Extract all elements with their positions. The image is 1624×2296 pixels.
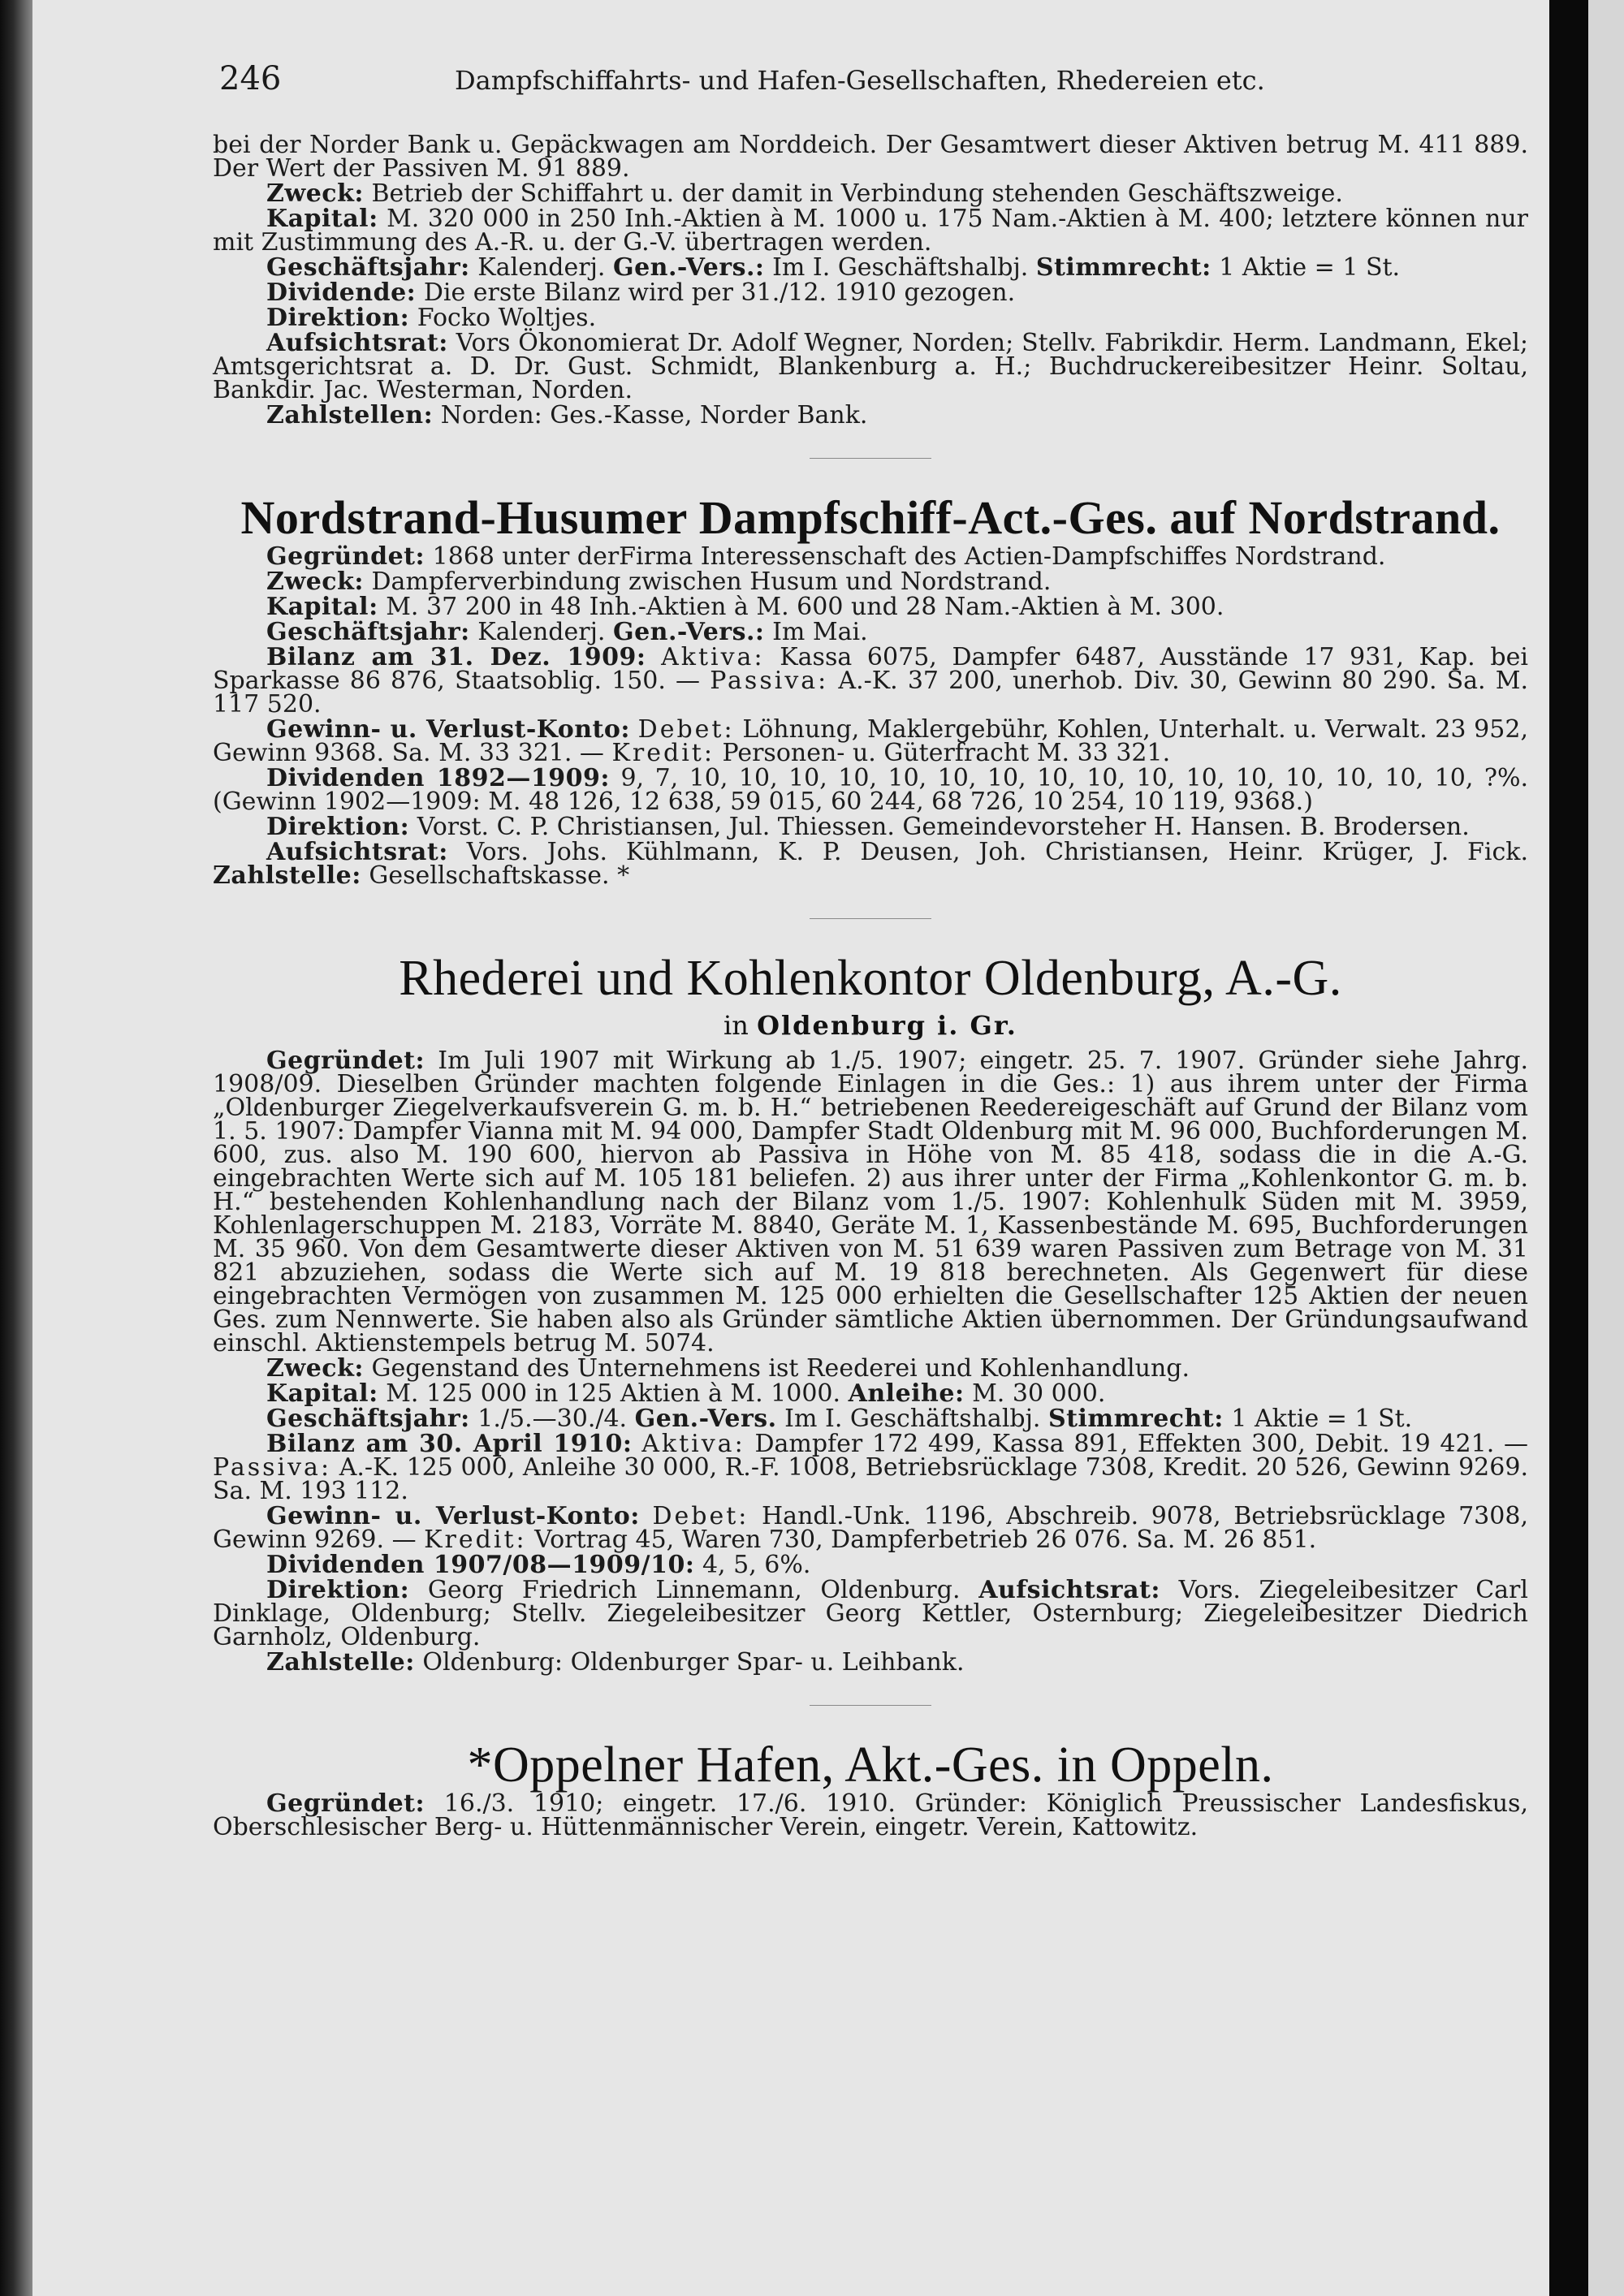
zweck-label: Zweck: [266, 1354, 364, 1383]
gewinn-verlust-paragraph [213, 715, 1528, 767]
gen-vers-label: Gen.-Vers.: [612, 618, 765, 646]
gegruendet-paragraph [213, 542, 1528, 571]
stimmrecht-label: Stimmrecht: [1035, 253, 1212, 282]
bilanz-label: Bilanz am 30. April 1910: [266, 1430, 633, 1458]
kapital-paragraph [213, 595, 1528, 619]
location-prefix: in [723, 1010, 749, 1041]
direktion-label: Direktion: [266, 304, 410, 332]
guv-kredit-text: Personen- u. Güterfracht M. 33 321. [722, 739, 1171, 767]
gewinn-verlust-label: Gewinn- u. Verlust-Konto: [266, 1502, 640, 1530]
adjacent-page-edge [1588, 0, 1624, 2296]
kredit-label: Kredit: [611, 739, 715, 767]
location-name: Oldenburg i. Gr. [757, 1010, 1017, 1041]
dividende-text: Die erste Bilanz wird per 31./12. 1910 gezogen. [423, 278, 1016, 307]
kapital-paragraph [213, 205, 1529, 257]
gegruendet-text: 1868 unter derFirma Interessenschaft des Actien-Dampfschiffes Nordstrand. [432, 542, 1386, 571]
bilanz-aktiva-text: Dampfer 172 499, Kassa 891, Effekten 300, Debit. 19 421. — [754, 1430, 1528, 1458]
page-header [219, 60, 1324, 109]
direktion-text: Vorst. C. P. Christiansen, Jul. Thiessen. Gemeindevorsteher H. Hansen. B. Brodersen. [417, 813, 1470, 841]
kredit-label: Kredit: [424, 1526, 527, 1554]
zahlstellen-text: Norden: Ges.-Kasse, Norder Bank. [440, 401, 868, 429]
gegruendet-paragraph [213, 1049, 1528, 1355]
bilanz-paragraph [213, 1432, 1528, 1503]
stimmrecht-text: 1 Aktie = 1 St. [1219, 253, 1401, 282]
aufsichtsrat-label: Aufsichtsrat: [266, 329, 448, 357]
bilanz-aktiva-text: Kassa 6075, Dampfer 6487, Ausstände 17 931, Kap. bei Sparkasse 86 876, Staatsoblig. 150. — [213, 643, 1528, 695]
zweck-text: Gegenstand des Unternehmens ist Reederei und Kohlenhandlung. [371, 1354, 1190, 1383]
dividende-paragraph [213, 278, 1528, 307]
entry-oppeln [213, 1738, 1528, 1839]
geschaeftsjahr-label: Geschäftsjahr: [266, 1405, 470, 1433]
geschaeftsjahr-label: Geschäftsjahr: [266, 253, 470, 282]
continued-text: bei der Norder Bank u. Gepäckwagen am Norddeich. Der Gesamtwert dieser Aktiven betrug M. 411 889. Der Wert der Passiven M. 91 889. [213, 131, 1528, 183]
bilanz-paragraph [213, 643, 1528, 719]
direktion-paragraph [213, 1578, 1528, 1649]
geschaeftsjahr-label: Geschäftsjahr: [266, 618, 470, 646]
zahlstelle-text: Gesellschaftskasse. * [369, 861, 630, 890]
direktion-paragraph [213, 306, 1528, 330]
passiva-label: Passiva: [710, 667, 829, 695]
entry-oldenburg [213, 951, 1528, 1677]
kapital-paragraph [213, 1379, 1528, 1408]
aktiva-label: Aktiva: [661, 643, 765, 671]
company-heading: Rhederei und Kohlenkontor Oldenburg, A.-G. [399, 951, 1342, 1006]
direktion-paragraph [213, 815, 1528, 839]
section-divider [810, 1705, 931, 1706]
page-number: 246 [219, 60, 282, 97]
anleihe-text: M. 30 000. [972, 1379, 1106, 1408]
zweck-paragraph [213, 568, 1528, 596]
gegruendet-label: Gegründet: [266, 542, 425, 571]
kapital-text: M. 320 000 in 250 Inh.-Aktien à M. 1000 u. 175 Nam.-Aktien à M. 400; letztere können nur mit Zustimmung des A.-R. u. der G.-V. übertragen werden. [213, 205, 1529, 257]
gen-vers-label: Gen.-Vers. [634, 1405, 777, 1433]
aktiva-label: Aktiva: [641, 1430, 745, 1458]
entry-nordstrand [213, 491, 1528, 890]
zweck-label: Zweck: [266, 568, 364, 596]
zahlstelle-paragraph [213, 1648, 1528, 1677]
dividenden-paragraph [213, 1553, 1528, 1577]
stimmrecht-text: 1 Aktie = 1 St. [1231, 1405, 1413, 1433]
gegruendet-text: 16./3. 1910; eingetr. 17./6. 1910. Gründer: Königlich Preussischer Landesfiskus, Oberschlesischer Berg- u. Hüttenmännischer Verein, eingetr. Verein, Kattowitz. [213, 1789, 1528, 1841]
dividenden-text: 4, 5, 6%. [702, 1551, 811, 1579]
aufsichtsrat-paragraph [213, 838, 1528, 890]
gen-vers-label: Gen.-Vers.: [612, 253, 765, 282]
zweck-text: Betrieb der Schiffahrt u. der damit in Verbindung stehenden Geschäftszweige. [371, 179, 1343, 208]
direktion-text: Focko Woltjes. [417, 304, 597, 332]
zweck-text: Dampferverbindung zwischen Husum und Nordstrand. [371, 568, 1052, 596]
direktion-label: Direktion: [266, 1576, 410, 1604]
passiva-label: Passiva: [213, 1453, 332, 1482]
dividende-label: Dividende: [266, 278, 417, 307]
section-divider [810, 918, 931, 919]
kapital-text: M. 125 000 in 125 Aktien à M. 1000. [386, 1379, 841, 1408]
book-spine-shadow [0, 0, 32, 2296]
gen-vers-text: Im Mai. [772, 618, 868, 646]
bilanz-passiva-text: A.-K. 37 200, unerhob. Div. 30, Gewinn 80 290. Sa. M. 117 520. [213, 667, 1528, 719]
company-heading: *Oppelner Hafen, Akt.-Ges. in Oppeln. [467, 1737, 1274, 1793]
company-location [213, 1010, 1528, 1041]
book-binding-gutter [1549, 0, 1588, 2296]
kapital-text: M. 37 200 in 48 Inh.-Aktien à M. 600 und 28 Nam.-Aktien à M. 300. [386, 593, 1224, 621]
aufsichtsrat-text: Vors Ökonomierat Dr. Adolf Wegner, Norden; Stellv. Fabrikdir. Herm. Landmann, Ekel; Amtsgerichtsrat a. D. Dr. Gust. Schmidt, Blankenburg a. H.; Buchdruckereibesitzer Heinr. Soltau, Bankdir. Jac. Westerman, Norden. [213, 329, 1528, 404]
guv-debet-text: Löhnung, Maklergebühr, Kohlen, Unterhalt. u. Verwalt. 23 952, Gewinn 9368. Sa. M. 33 321. — [213, 715, 1528, 767]
company-heading: Nordstrand-Husumer Dampfschiff-Act.-Ges. auf Nordstrand. [240, 491, 1501, 544]
dividenden-text: 9, 7, 10, 10, 10, 10, 10, 10, 10, 10, 10, 10, 10, 10, 10, 10, 10, 10, ?%. (Gewinn 1902—1909: M. 48 126, 12 638, 59 015, 60 244, 68 726, 10 254, 10 119, 9368.) [213, 764, 1528, 816]
gegruendet-paragraph [213, 1789, 1528, 1841]
aufsichtsrat-paragraph [213, 331, 1528, 402]
zahlstelle-label: Zahlstelle: [213, 861, 361, 890]
gen-vers-text: Im I. Geschäftshalbj. [772, 253, 1029, 282]
page-content [213, 133, 1528, 1841]
section-divider [810, 458, 931, 459]
anleihe-label: Anleihe: [848, 1379, 965, 1408]
gegruendet-label: Gegründet: [266, 1047, 425, 1075]
debet-label: Debet: [652, 1502, 749, 1530]
aufsichtsrat-label: Aufsichtsrat: [978, 1576, 1160, 1604]
kapital-label: Kapital: [266, 1379, 378, 1408]
geschaeftsjahr-text: Kalenderj. [477, 618, 606, 646]
gewinn-verlust-label: Gewinn- u. Verlust-Konto: [266, 715, 630, 744]
zahlstellen-label: Zahlstellen: [266, 401, 434, 429]
running-title: Dampfschiffahrts- und Hafen-Gesellschaften, Rhedereien etc. [455, 65, 1265, 96]
geschaeftsjahr-paragraph [213, 620, 1528, 644]
gewinn-verlust-paragraph [213, 1504, 1528, 1552]
book-page [32, 0, 1549, 2296]
aufsichtsrat-label: Aufsichtsrat: [266, 838, 448, 866]
kapital-label: Kapital: [266, 593, 378, 621]
zahlstelle-text: Oldenburg: Oldenburger Spar- u. Leihbank. [422, 1648, 965, 1677]
aufsichtsrat-text: Vors. Johs. Kühlmann, K. P. Deusen, Joh. Christiansen, Heinr. Krüger, J. Fick. [466, 838, 1528, 866]
direktion-label: Direktion: [266, 813, 410, 841]
zahlstelle-label: Zahlstelle: [266, 1648, 415, 1677]
zweck-paragraph [213, 179, 1528, 208]
geschaeftsjahr-paragraph [213, 1407, 1528, 1431]
guv-kredit-text: Vortrag 45, Waren 730, Dampferbetrieb 26 076. Sa. M. 26 851. [534, 1526, 1317, 1554]
geschaeftsjahr-text: 1./5.—30./4. [477, 1405, 628, 1433]
gen-vers-text: Im I. Geschäftshalbj. [784, 1405, 1041, 1433]
geschaeftsjahr-text: Kalenderj. [477, 253, 606, 282]
zweck-paragraph [213, 1354, 1528, 1383]
debet-label: Debet: [637, 715, 735, 744]
direktion-text: Georg Friedrich Linnemann, Oldenburg. [427, 1576, 961, 1604]
stimmrecht-label: Stimmrecht: [1048, 1405, 1224, 1433]
bilanz-passiva-text: A.-K. 125 000, Anleihe 30 000, R.-F. 1008, Betriebsrücklage 7308, Kredit. 20 526, Gewinn 9269. Sa. M. 193 112. [213, 1453, 1528, 1505]
bilanz-label: Bilanz am 31. Dez. 1909: [266, 643, 646, 671]
zweck-label: Zweck: [266, 179, 364, 208]
dividenden-paragraph [213, 766, 1528, 814]
geschaeftsjahr-paragraph [213, 253, 1528, 282]
zahlstellen-paragraph [213, 401, 1528, 429]
gegruendet-text: Im Juli 1907 mit Wirkung ab 1./5. 1907; eingetr. 25. 7. 1907. Gründer siehe Jahrg. 1908/09. Dieselben Gründer machten folgende Einlagen in die Ges.: 1) aus ihrem unter der Firma „Oldenburger Ziegelverkaufsverein G. m. b. H.“ betriebenen Reedereigeschäft auf Grund der Bilanz vom 1. 5. 1907: Dampfer Vianna mit M. 94 000, Dampfer Stadt Oldenburg mit M. 96 000, Buchforderungen M. 600, zus. also M. 190 600, hiervon ab Passiva in Höhe von M. 85 418, sodass die in die A.-G. eingebrachten Werte sich auf M. 105 181 beliefen. 2) aus ihrer unter der Firma „Kohlenkontor G. m. b. H.“ bestehenden Kohlenhandlung nach der Bilanz vom 1./5. 1907: Kohlenhulk Süden mit M. 3959, Kohlenlagerschuppen M. 2183, Vorräte M. 8840, Geräte M. 1, Kassenbestände M. 695, Buchforderungen M. 35 960. Von dem Gesamtwerte dieser Aktiven von M. 51 639 waren Passiven zum Betrage von M. 31 821 abzuziehen, sodass die Werte sich auf M. 19 818 berechneten. Als Gegenwert für diese eingebrachten Vermögen von zusammen M. 125 000 erhielten die Gesellschafter 125 Aktien der neuen Ges. zum Nennwerte. Sie haben also als Gründer sämtliche Aktien übernommen. Der Gründungsaufwand einschl. Aktienstempels betrug M. 5074. [213, 1047, 1528, 1357]
guv-debet-text: Handl.-Unk. 1196, Abschreib. 9078, Betriebsrücklage 7308, Gewinn 9269. — [213, 1502, 1528, 1554]
aufsichtsrat-text: Vors. Ziegeleibesitzer Carl Dinklage, Oldenburg; Stellv. Ziegeleibesitzer Georg Kettler, Osternburg; Ziegeleibesitzer Diedrich Garnholz, Oldenburg. [213, 1576, 1528, 1651]
continued-entry [213, 133, 1528, 427]
gegruendet-label: Gegründet: [266, 1789, 425, 1818]
kapital-label: Kapital: [266, 205, 378, 233]
dividenden-label: Dividenden 1892—1909: [266, 764, 610, 792]
dividenden-label: Dividenden 1907/08—1909/10: [266, 1551, 695, 1579]
